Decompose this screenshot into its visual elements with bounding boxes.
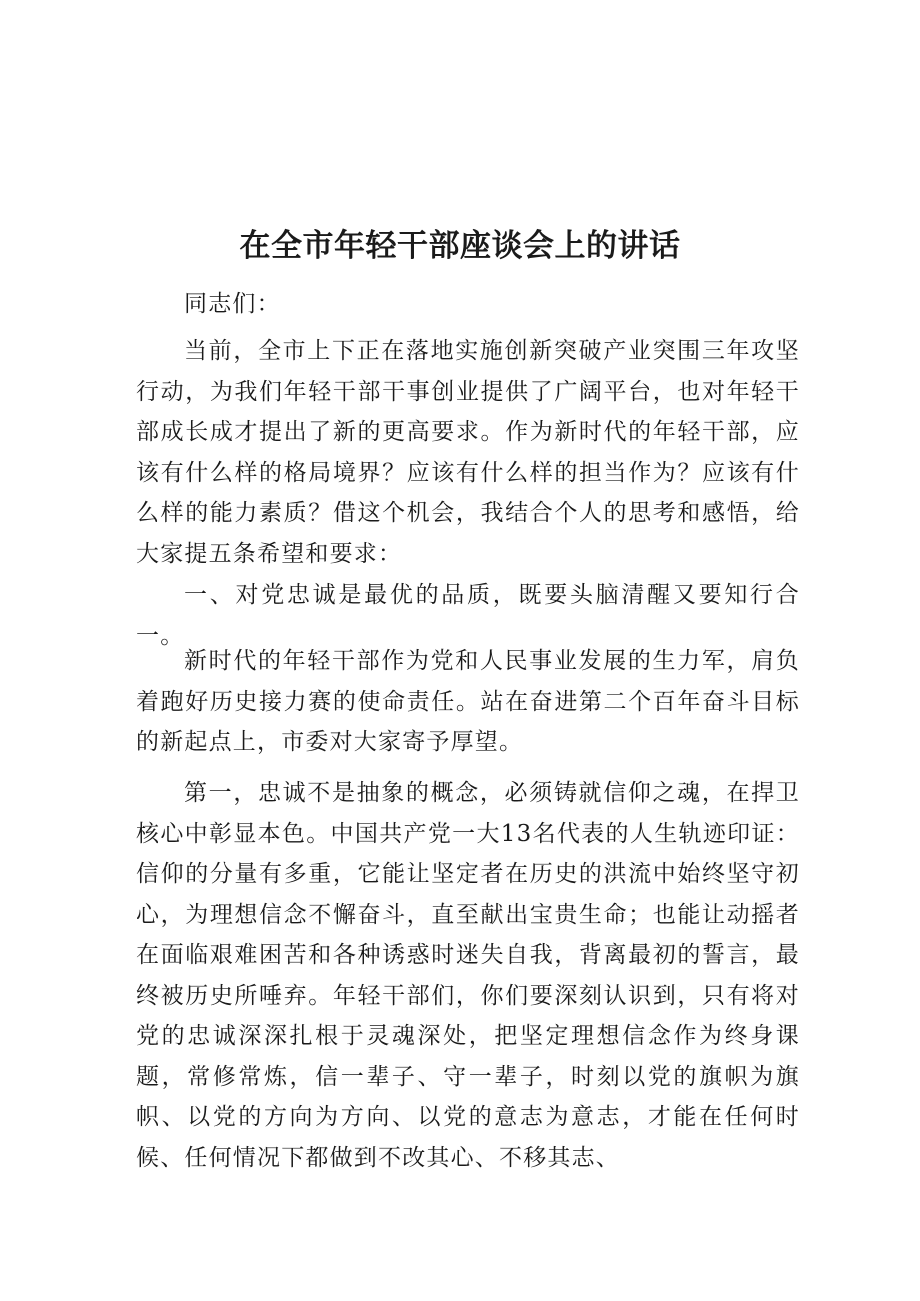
paragraph-intro: 当前，全市上下正在落地实施创新突破产业突围三年攻坚行动，为我们年轻干部干事创业提供了广阔平台，也对年轻干部成长成才提出了新的更高要求。作为新时代的年轻干部，应该有什么样的格局境界？应该有什么样的担当作为？应该有什么样的能力素质？借这个机会，我结合个人的思考和感悟，给大家提五条希望和要求： bbox=[136, 338, 800, 567]
paragraph-context: 新时代的年轻干部作为党和人民事业发展的生力军，肩负着跑好历史接力赛的使命责任。站在奋进第二个百年奋斗目标的新起点上，市委对大家寄予厚望。 bbox=[136, 648, 800, 755]
document-title: 在全市年轻干部座谈会上的讲话 bbox=[239, 228, 681, 264]
paragraph-first-point: 第一，忠诚不是抽象的概念，必须铸就信仰之魂，在捍卫核心中彰显本色。中国共产党一大13名代表的人生轨迹印证：信仰的分量有多重，它能让坚定者在历史的洪流中始终坚守初心，为理想信念不懈奋斗，直至献出宝贵生命；也能让动摇者在面临艰难困苦和各种诱惑时迷失自我，背离最初的誓言，最终被历史所唾弃。年轻干部们，你们要深刻认识到，只有将对党的忠诚深深扎根于灵魂深处，把坚定理想信念作为终身课题，常修常炼，信一辈子、守一辈子，时刻以党的旗帜为旗帜、以党的方向为方向、以党的意志为意志，才能在任何时候、任何情况下都做到不改其心、不移其志、 bbox=[136, 780, 800, 1171]
section-heading-1: 一、对党忠诚是最优的品质，既要头脑清醒又要知行合一。 bbox=[136, 582, 800, 649]
salutation: 同志们： bbox=[184, 291, 281, 317]
